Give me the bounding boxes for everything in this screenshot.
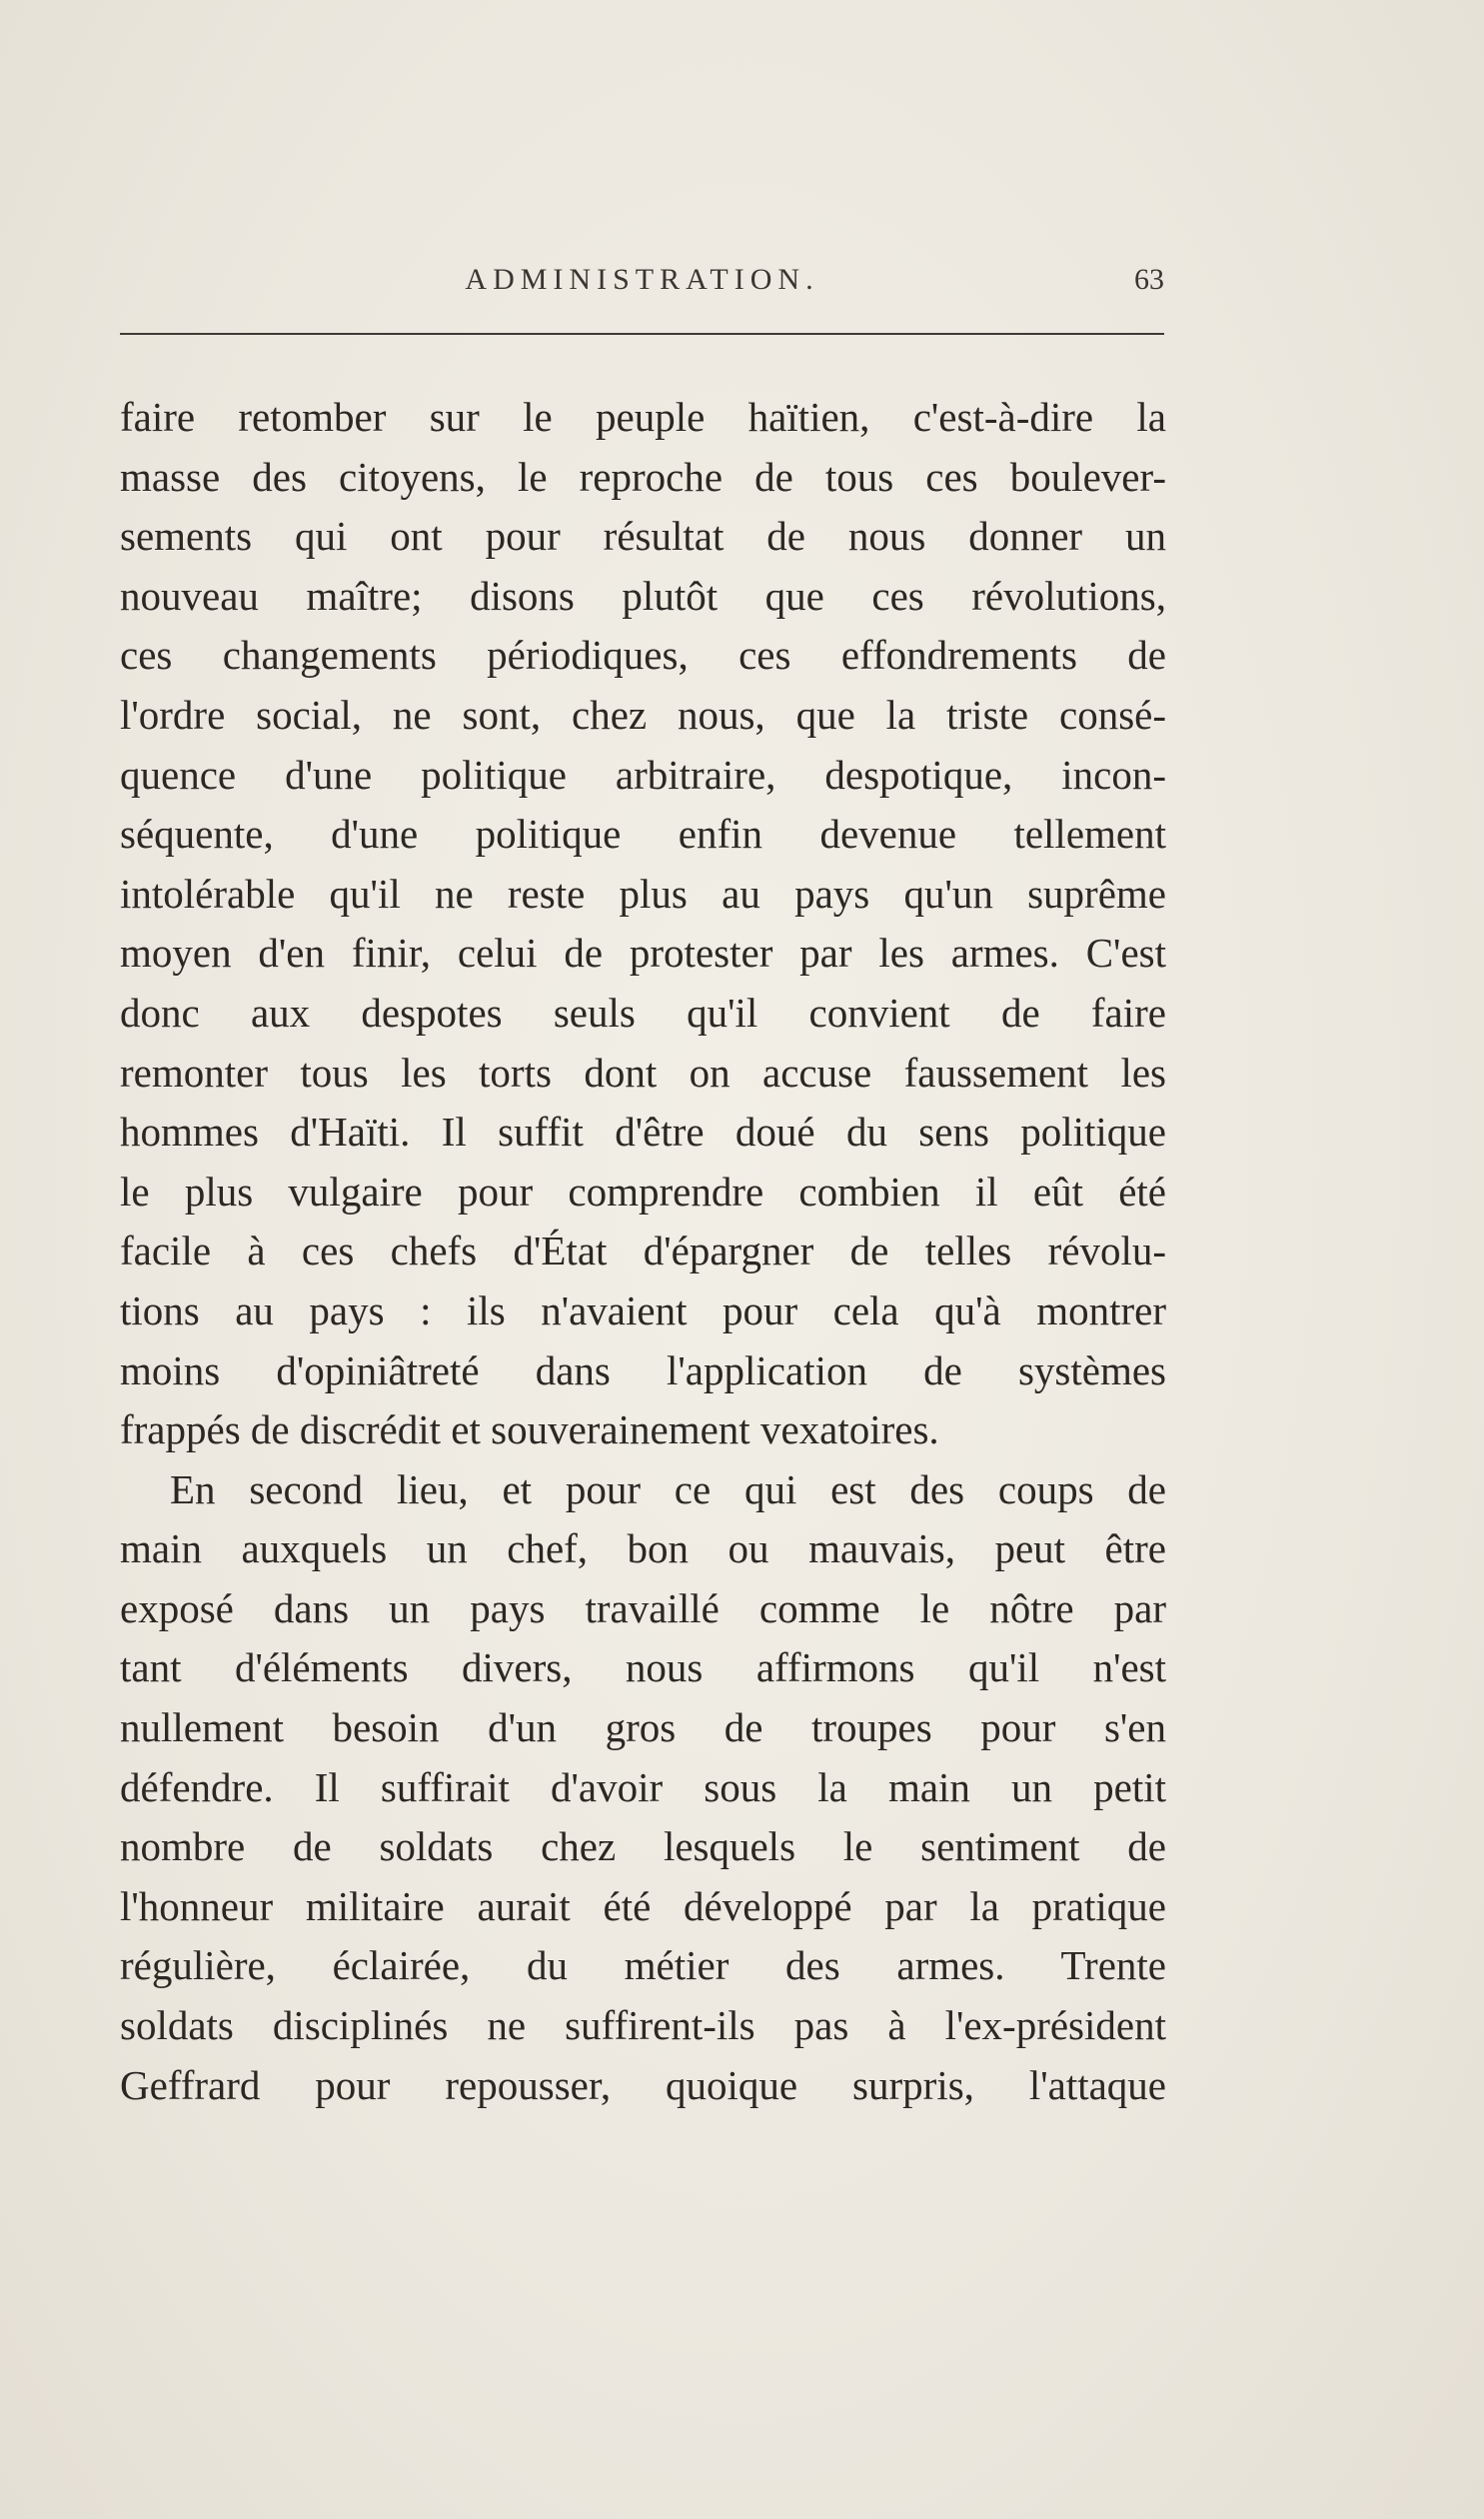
text-line: hommes d'Haïti. Il suffit d'être doué du sens politique [120,1109,1166,1156]
text-line: régulière, éclairée, du métier des armes. Trente [120,1942,1166,1989]
text-line: tions au pays : ils n'avaient pour cela qu'à montrer [120,1286,1166,1333]
text-line: remonter tous les torts dont on accuse faussement les [120,1049,1166,1096]
text-line: moins d'opiniâtreté dans l'application de systèmes [120,1346,1166,1393]
header-rule [120,333,1164,335]
text-line: nouveau maître; disons plutôt que ces révolutions, [120,572,1166,619]
body-text [120,388,1166,2115]
text-line: donc aux despotes seuls qu'il convient de faire [120,989,1166,1036]
running-head [120,263,1164,303]
text-line: l'ordre social, ne sont, chez nous, que la triste consé- [120,691,1166,738]
text-line: le plus vulgaire pour comprendre combien il eût été [120,1168,1166,1215]
text-line: facile à ces chefs d'État d'épargner de telles révolu- [120,1228,1166,1274]
chapter-title: ADMINISTRATION. [465,263,819,296]
text-line: Geffrard pour repousser, quoique surpris, l'attaque [120,2061,1166,2108]
text-line: masse des citoyens, le reproche de tous ces boulever- [120,453,1166,500]
text-line: nullement besoin d'un gros de troupes pour s'en [120,1704,1166,1751]
text-line: soldats disciplinés ne suffirent-ils pas à l'ex-président [120,2002,1166,2049]
text-line: intolérable qu'il ne reste plus au pays qu'un suprême [120,870,1166,917]
paragraph [120,1460,1166,2116]
page-number: 63 [1134,263,1164,296]
text-line: exposé dans un pays travaillé comme le nôtre par [120,1584,1166,1631]
text-line: l'honneur militaire aurait été développé par la pratique [120,1882,1166,1929]
text-line: sements qui ont pour résultat de nous donner un [120,513,1166,560]
text-line: moyen d'en finir, celui de protester par les armes. C'est [120,930,1166,977]
text-line: frappés de discrédit et souverainement vexatoires. [120,1406,939,1453]
text-line: ces changements périodiques, ces effondrements de [120,632,1166,679]
paragraph [120,388,1166,1460]
text-line: faire retomber sur le peuple haïtien, c'est-à-dire la [120,394,1166,440]
text-line: nombre de soldats chez lesquels le sentiment de [120,1823,1166,1870]
text-line: En second lieu, et pour ce qui est des coups de [170,1465,1166,1512]
text-line: tant d'éléments divers, nous affirmons qu'il n'est [120,1644,1166,1691]
text-line: défendre. Il suffirait d'avoir sous la main un petit [120,1763,1166,1810]
text-line: main auxquels un chef, bon ou mauvais, peut être [120,1525,1166,1572]
text-line: séquente, d'une politique enfin devenue tellement [120,811,1166,858]
text-line: quence d'une politique arbitraire, despotique, incon- [120,751,1166,798]
